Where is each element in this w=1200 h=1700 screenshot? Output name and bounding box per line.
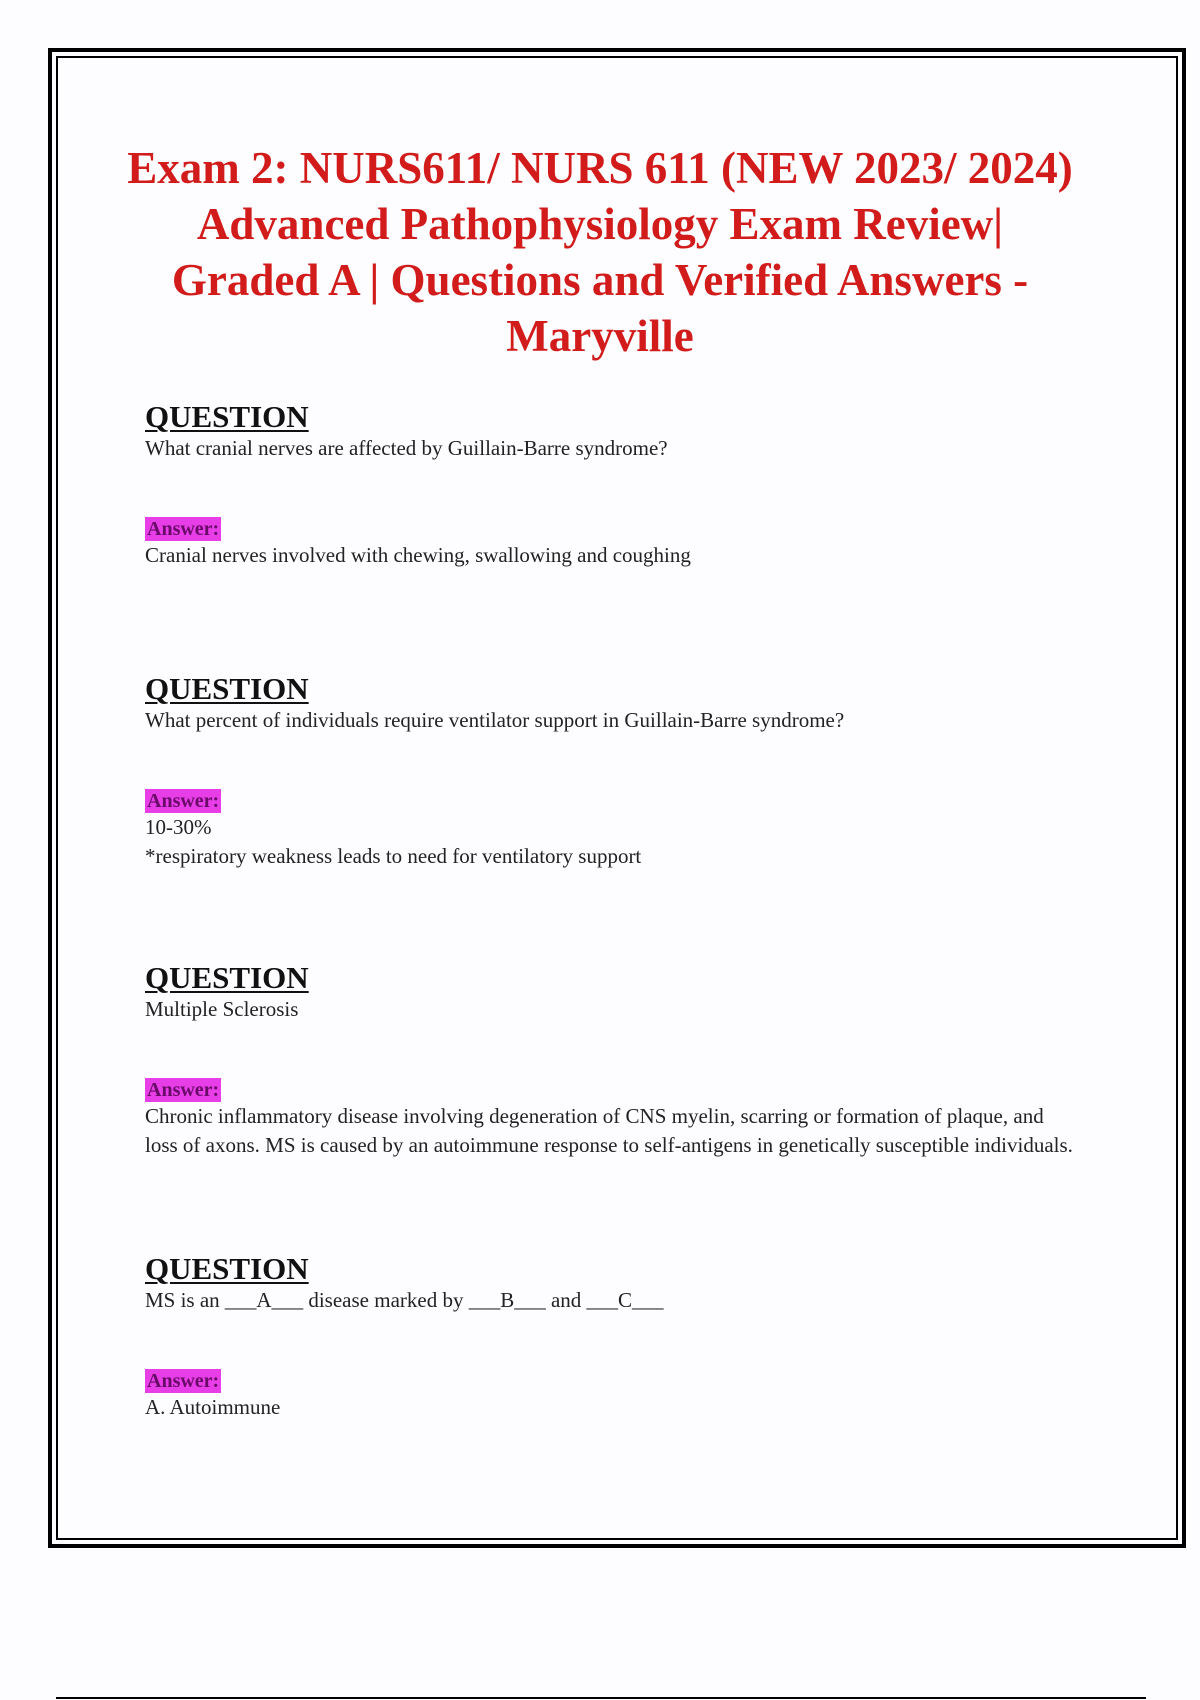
question-heading: QUESTION [145, 399, 309, 434]
answer-text [145, 1102, 1075, 1160]
document-title: Exam 2: NURS611/ NURS 611 (NEW 2023/ 2024) Advanced Pathophysiology Exam Review| Graded A | Questions and Verified Answers - Maryville [127, 143, 1073, 361]
answer-text [145, 813, 1075, 871]
page-divider [56, 1697, 1146, 1699]
answer-label: Answer: [147, 1079, 220, 1101]
answer-label: Answer: [147, 790, 220, 812]
answer-line: 10-30% [145, 815, 212, 839]
answer-line: Cranial nerves involved with chewing, swallowing and coughing [145, 543, 691, 567]
question-text: What percent of individuals require ventilator support in Guillain-Barre syndrome? [145, 708, 845, 732]
qa-list [145, 400, 1075, 1422]
answer-text [145, 1393, 1075, 1422]
qa-item [145, 672, 1075, 871]
answer-label: Answer: [147, 518, 220, 540]
qa-item [145, 961, 1075, 1160]
qa-item [145, 1252, 1075, 1422]
question-text: Multiple Sclerosis [145, 997, 299, 1021]
answer-text [145, 541, 1075, 570]
qa-item [145, 400, 1075, 570]
question-heading: QUESTION [145, 960, 309, 995]
answer-line: Chronic inflammatory disease involving degeneration of CNS myelin, scarring or formation of plaque, and loss of axons. MS is caused by an autoimmune response to self-antigens in genetically susceptible individuals. [145, 1104, 1073, 1157]
answer-line: A. Autoimmune [145, 1395, 281, 1419]
answer-label: Answer: [147, 1370, 220, 1392]
answer-line: *respiratory weakness leads to need for ventilatory support [145, 844, 642, 868]
question-heading: QUESTION [145, 671, 309, 706]
question-heading: QUESTION [145, 1251, 309, 1286]
question-text: What cranial nerves are affected by Guillain-Barre syndrome? [145, 436, 668, 460]
question-text: MS is an ___A___ disease marked by ___B___ and ___C___ [145, 1288, 664, 1312]
